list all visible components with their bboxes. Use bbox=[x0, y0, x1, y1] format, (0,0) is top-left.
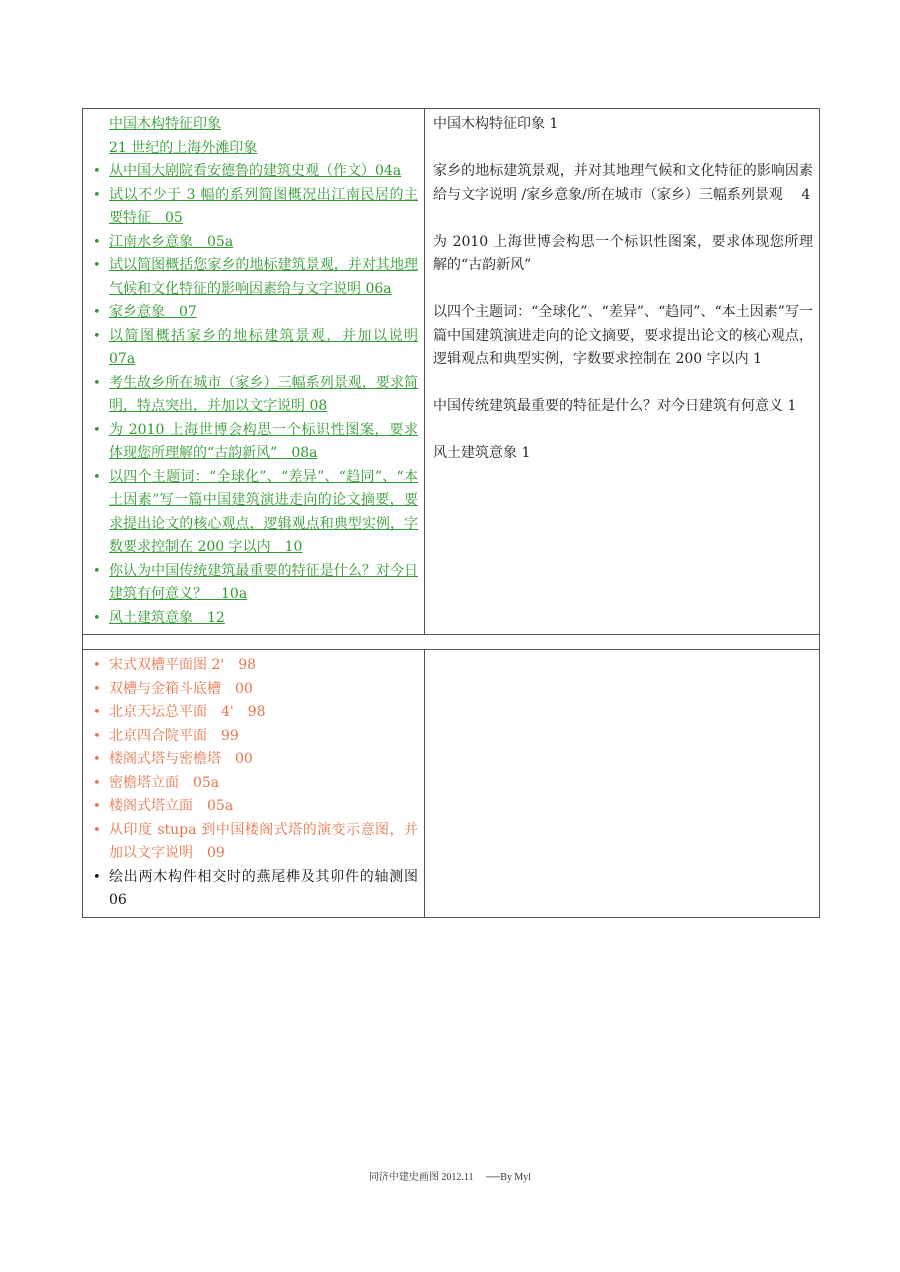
topic-summary: 为 2010 上海世博会构思一个标识性图案，要求体现您所理解的“古韵新风” bbox=[433, 233, 813, 273]
top-left-cell bbox=[83, 109, 425, 635]
list-item bbox=[91, 137, 418, 161]
topic-text: 以四个主题词：“全球化”、“差异”、“趋同”、“本土因素”写一篇中国建筑演进走向的论文摘要，要求提出论文的核心观点，逻辑观点和典型实例，字数要求控制在 200 字以内 10 bbox=[109, 468, 418, 555]
table-row bbox=[83, 635, 820, 650]
table-row bbox=[83, 650, 820, 918]
list-item bbox=[91, 231, 418, 255]
bottom-left-cell bbox=[83, 650, 432, 918]
bottom-right-cell bbox=[425, 650, 820, 918]
list-item: • 双槽与金箱斗底槽 00 bbox=[91, 678, 418, 702]
topic-text: 试以不少于 3 幅的系列简图概况出江南民居的主要特征 05 bbox=[109, 186, 418, 226]
topic-text: 以简图概括家乡的地标建筑景观，并加以说明 07a bbox=[109, 327, 418, 367]
exam-topics-table bbox=[82, 108, 820, 918]
topic-text: 中国木构特征印象 bbox=[109, 116, 221, 132]
topic-text: 风土建筑意象 12 bbox=[109, 609, 225, 626]
topic-summary: 风土建筑意象 1 bbox=[433, 445, 531, 461]
topic-text: 试以简图概括您家乡的地标建筑景观，并对其地理气候和文化特征的影响因素给与文字说明 06a bbox=[109, 257, 418, 297]
topic-text: 21 世纪的上海外滩印象 bbox=[109, 139, 258, 156]
list-item bbox=[91, 372, 418, 419]
list-item: • 绘出两木构件相交时的燕尾榫及其卯件的轴测图 06 bbox=[91, 866, 418, 913]
list-item bbox=[91, 560, 418, 607]
topic-text: 从中国大剧院看安德鲁的建筑史观（作文）04a bbox=[109, 163, 402, 179]
list-item bbox=[91, 325, 418, 372]
list-item bbox=[91, 113, 418, 137]
page-footer: 同济中建史画图 2012.11 ──By Myl bbox=[368, 1172, 532, 1183]
topic-summary: 中国传统建筑最重要的特征是什么？对今日建筑有何意义 1 bbox=[433, 398, 797, 414]
topic-text: 考生故乡所在城市（家乡）三幅系列景观，要求简明，特点突出，并加以文字说明 08 bbox=[109, 374, 418, 414]
list-item: • 楼阁式塔与密檐塔 00 bbox=[91, 748, 418, 772]
list-item bbox=[91, 607, 418, 631]
topic-summary: 以四个主题词：“全球化”、“差异”、“趋同”、“本土因素”写一篇中国建筑演进走向的论文摘要，要求提出论文的核心观点，逻辑观点和典型实例，字数要求控制在 200 字以内 1 bbox=[433, 304, 813, 367]
top-right-cell bbox=[425, 109, 820, 635]
orange-topic-list bbox=[91, 654, 432, 913]
topic-text: 你认为中国传统建筑最重要的特征是什么？对今日建筑有何意义？ 10a bbox=[109, 562, 418, 602]
list-item: • 宋式双槽平面图 2' 98 bbox=[91, 654, 418, 678]
list-item: • 密檐塔立面 05a bbox=[91, 772, 418, 796]
list-item bbox=[91, 184, 418, 231]
list-item bbox=[91, 419, 418, 466]
list-item bbox=[91, 301, 418, 325]
list-item bbox=[91, 466, 418, 560]
list-item: • 北京天坛总平面 4' 98 bbox=[91, 701, 418, 725]
list-item bbox=[91, 254, 418, 301]
topic-summary: 中国木构特征印象 1 bbox=[433, 116, 559, 132]
table-row bbox=[83, 109, 820, 635]
topic-text: 为 2010 上海世博会构思一个标识性图案，要求体现您所理解的“古韵新风” 08a bbox=[109, 421, 418, 461]
topic-text: 江南水乡意象 05a bbox=[109, 233, 234, 250]
topic-summary: 家乡的地标建筑景观，并对其地理气候和文化特征的影响因素给与文字说明 /家乡意象/所在城市（家乡）三幅系列景观 4 bbox=[433, 163, 813, 203]
topic-text: 家乡意象 07 bbox=[109, 304, 197, 320]
list-item: • 楼阁式塔立面 05a bbox=[91, 795, 418, 819]
list-item bbox=[91, 160, 418, 184]
list-item: • 北京四合院平面 99 bbox=[91, 725, 418, 749]
green-topic-list bbox=[91, 113, 418, 630]
list-item: • 从印度 stupa 到中国楼阁式塔的演变示意图，并加以文字说明 09 bbox=[91, 819, 418, 866]
empty-divider-row bbox=[83, 635, 820, 650]
